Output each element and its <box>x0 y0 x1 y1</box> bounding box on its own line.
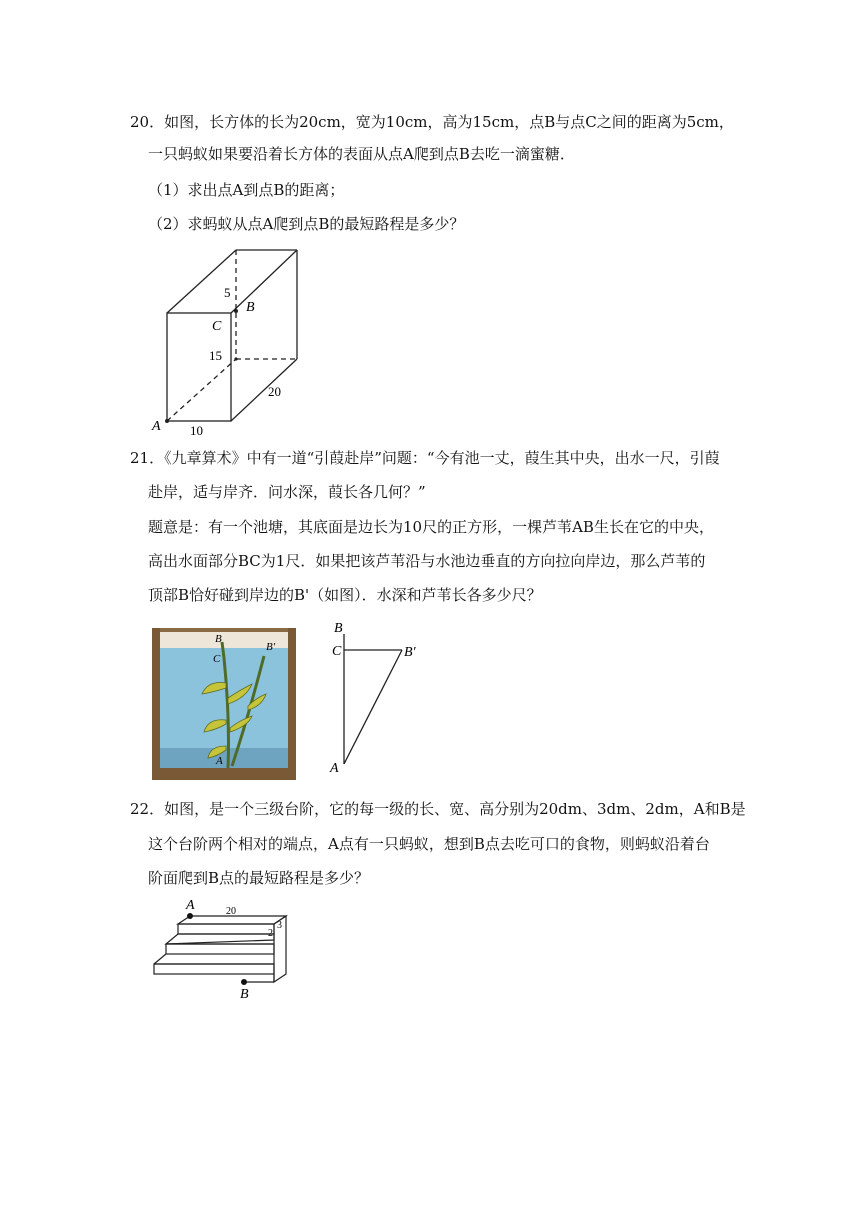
label-b: B <box>246 300 255 315</box>
reed-triangle <box>326 616 430 776</box>
q21-line2: 赴岸，适与岸齐．问水深，葭长各几何？” <box>148 483 426 501</box>
q21-line5: 顶部B恰好碰到岸边的B'（如图）．水深和芦苇长各多少尺？ <box>148 586 542 604</box>
tri-label-bp: B′ <box>404 645 416 660</box>
q22-line3: 阶面爬到B点的最短路程是多少？ <box>148 869 370 887</box>
label-10: 10 <box>190 423 203 438</box>
tri-label-a: A <box>330 761 339 776</box>
stair-label-2: 2 <box>268 928 273 939</box>
q20-line1: 20．如图，长方体的长为20cm，宽为10cm，高为15cm，点B与点C之间的距离为5cm， <box>130 113 734 131</box>
q20-sub1: （1）求出点A到点B的距离； <box>148 181 345 199</box>
tri-label-c: C <box>332 644 342 659</box>
cuboid-figure <box>140 240 320 440</box>
label-c: C <box>212 319 222 334</box>
q21-line1: 21．《九章算术》中有一道“引葭赴岸”问题：“今有池一丈，葭生其中央，出水一尺，引葭 <box>130 449 720 467</box>
staircase-figure <box>140 896 308 1006</box>
stair-label-3: 3 <box>277 920 282 931</box>
pond-photo <box>152 628 296 780</box>
q22-line1: 22．如图，是一个三级台阶，它的每一级的长、宽、高分别为20dm、3dm、2dm，A和B是 <box>130 800 746 818</box>
label-20: 20 <box>268 384 281 399</box>
photo-label-bp: B' <box>266 641 276 653</box>
photo-label-b: B <box>215 633 222 645</box>
stair-label-b: B <box>240 987 249 1002</box>
q20-line2: 一只蚂蚁如果要沿着长方体的表面从点A爬到点B去吃一滴蜜糖． <box>148 145 575 163</box>
tri-label-b: B <box>334 621 343 636</box>
label-5: 5 <box>224 285 231 300</box>
photo-label-a: A <box>216 755 223 767</box>
q20-sub2: （2）求蚂蚁从点A爬到点B的最短路程是多少？ <box>148 215 465 233</box>
q21-line3: 题意是：有一个池塘，其底面是边长为10尺的正方形，一棵芦苇AB生长在它的中央， <box>148 518 714 536</box>
label-15: 15 <box>209 348 222 363</box>
stair-label-a: A <box>186 898 195 913</box>
stair-label-20: 20 <box>226 906 236 917</box>
q21-line4: 高出水面部分BC为1尺．如果把该芦苇沿与水池边垂直的方向拉向岸边，那么芦苇的 <box>148 552 706 570</box>
photo-label-c: C <box>213 653 221 665</box>
q22-line2: 这个台阶两个相对的端点，A点有一只蚂蚁，想到B点去吃可口的食物，则蚂蚁沿着台 <box>148 835 710 853</box>
label-a: A <box>152 419 161 434</box>
